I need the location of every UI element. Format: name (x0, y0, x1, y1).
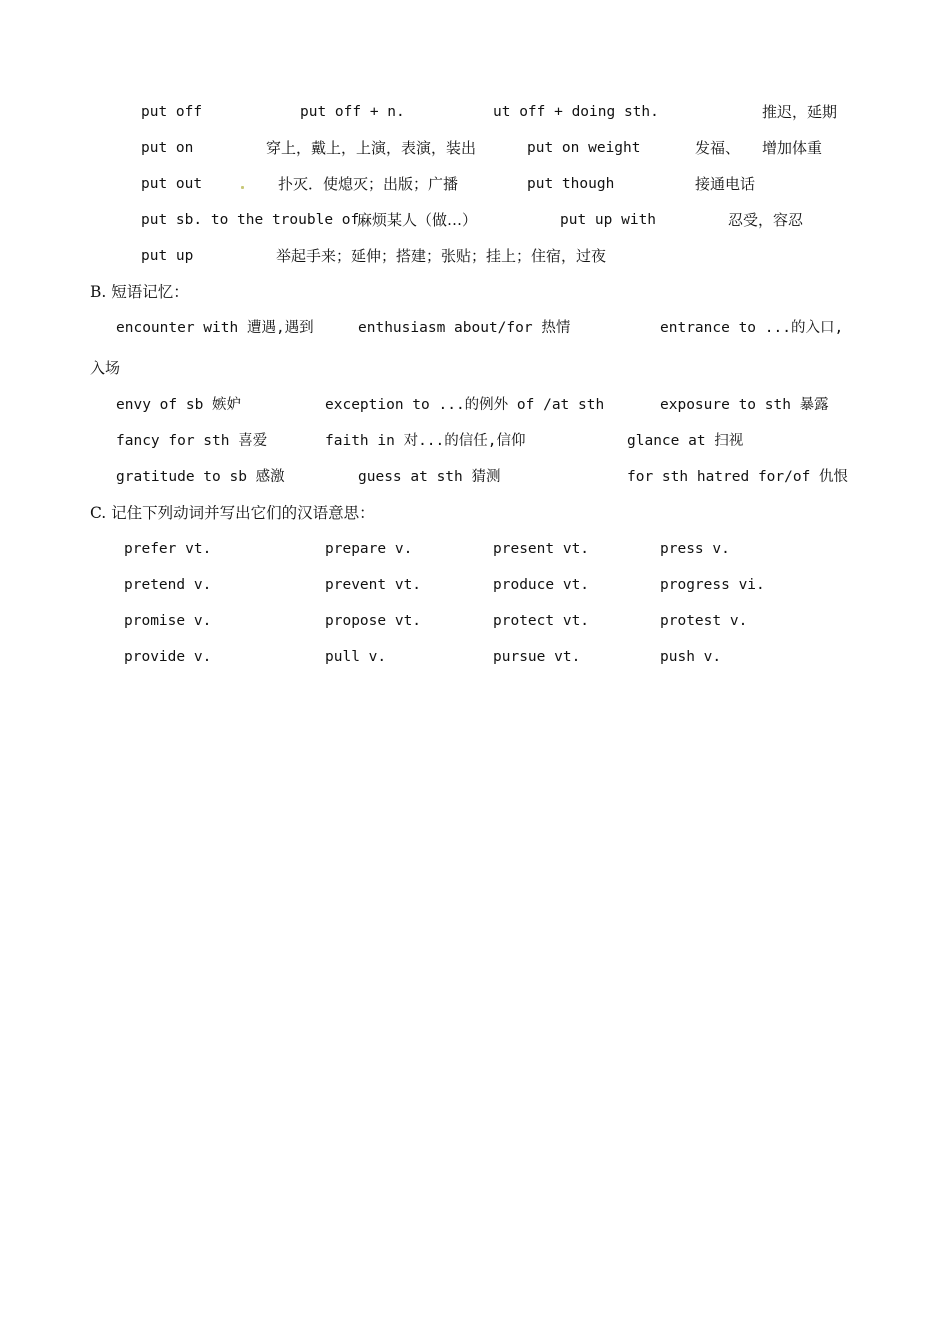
phrase: put on (141, 140, 194, 156)
meaning: 麻烦某人（做…） (357, 211, 478, 229)
phrase: put on weight (527, 140, 641, 156)
phrase: put though (527, 176, 615, 192)
meaning: 扑灭．使熄灭；出版；广播 (278, 175, 459, 193)
verb: propose vt. (325, 613, 422, 629)
section-c-title: C. 记住下列动词并写出它们的汉语意思： (90, 504, 375, 522)
meaning: 推迟，延期 (762, 103, 838, 121)
phrase: put sb. to the trouble of (141, 212, 360, 228)
meaning: 举起手来；延伸；搭建；张贴；挂上；住宿，过夜 (276, 247, 607, 265)
speck-mark (241, 186, 244, 189)
verb: provide v. (124, 649, 212, 665)
verb: present vt. (493, 541, 590, 557)
phrase: put off (141, 104, 203, 120)
phrase: put off + n. (300, 104, 405, 120)
verb: protest v. (660, 613, 748, 629)
phrase: entrance to ...的入口, (660, 320, 844, 336)
phrase: for sth hatred for/of 仇恨 (627, 469, 849, 485)
phrase: envy of sb 嫉妒 (116, 397, 242, 413)
phrase: put up (141, 248, 194, 264)
meaning: 发福、 (695, 139, 741, 157)
verb: pull v. (325, 649, 387, 665)
phrase: glance at 扫视 (627, 433, 744, 449)
meaning: 接通电话 (695, 175, 756, 193)
phrase: put up with (560, 212, 657, 228)
verb: push v. (660, 649, 722, 665)
verb: pursue vt. (493, 649, 581, 665)
phrase: faith in 对...的信任,信仰 (325, 433, 526, 449)
verb: pretend v. (124, 577, 212, 593)
verb: produce vt. (493, 577, 590, 593)
verb: prefer vt. (124, 541, 212, 557)
phrase: fancy for sth 喜爱 (116, 433, 268, 449)
meaning: 增加体重 (762, 139, 823, 157)
phrase-continuation: 入场 (90, 359, 121, 377)
verb: protect vt. (493, 613, 590, 629)
meaning: 穿上，戴上，上演，表演，装出 (266, 139, 477, 157)
phrase: exposure to sth 暴露 (660, 397, 829, 413)
meaning: 忍受，容忍 (728, 211, 804, 229)
section-b-title: B. 短语记忆： (90, 283, 189, 301)
verb: press v. (660, 541, 730, 557)
verb: progress vi. (660, 577, 765, 593)
phrase: encounter with 遭遇,遇到 (116, 320, 314, 336)
verb: prevent vt. (325, 577, 422, 593)
verb: prepare v. (325, 541, 413, 557)
phrase: exception to ...的例外 of /at sth (325, 397, 605, 413)
phrase: gratitude to sb 感激 (116, 469, 285, 485)
phrase: put out (141, 176, 203, 192)
verb: promise v. (124, 613, 212, 629)
phrase: enthusiasm about/for 热情 (358, 320, 571, 336)
phrase: guess at sth 猜测 (358, 469, 501, 485)
phrase: ut off + doing sth. (493, 104, 659, 120)
